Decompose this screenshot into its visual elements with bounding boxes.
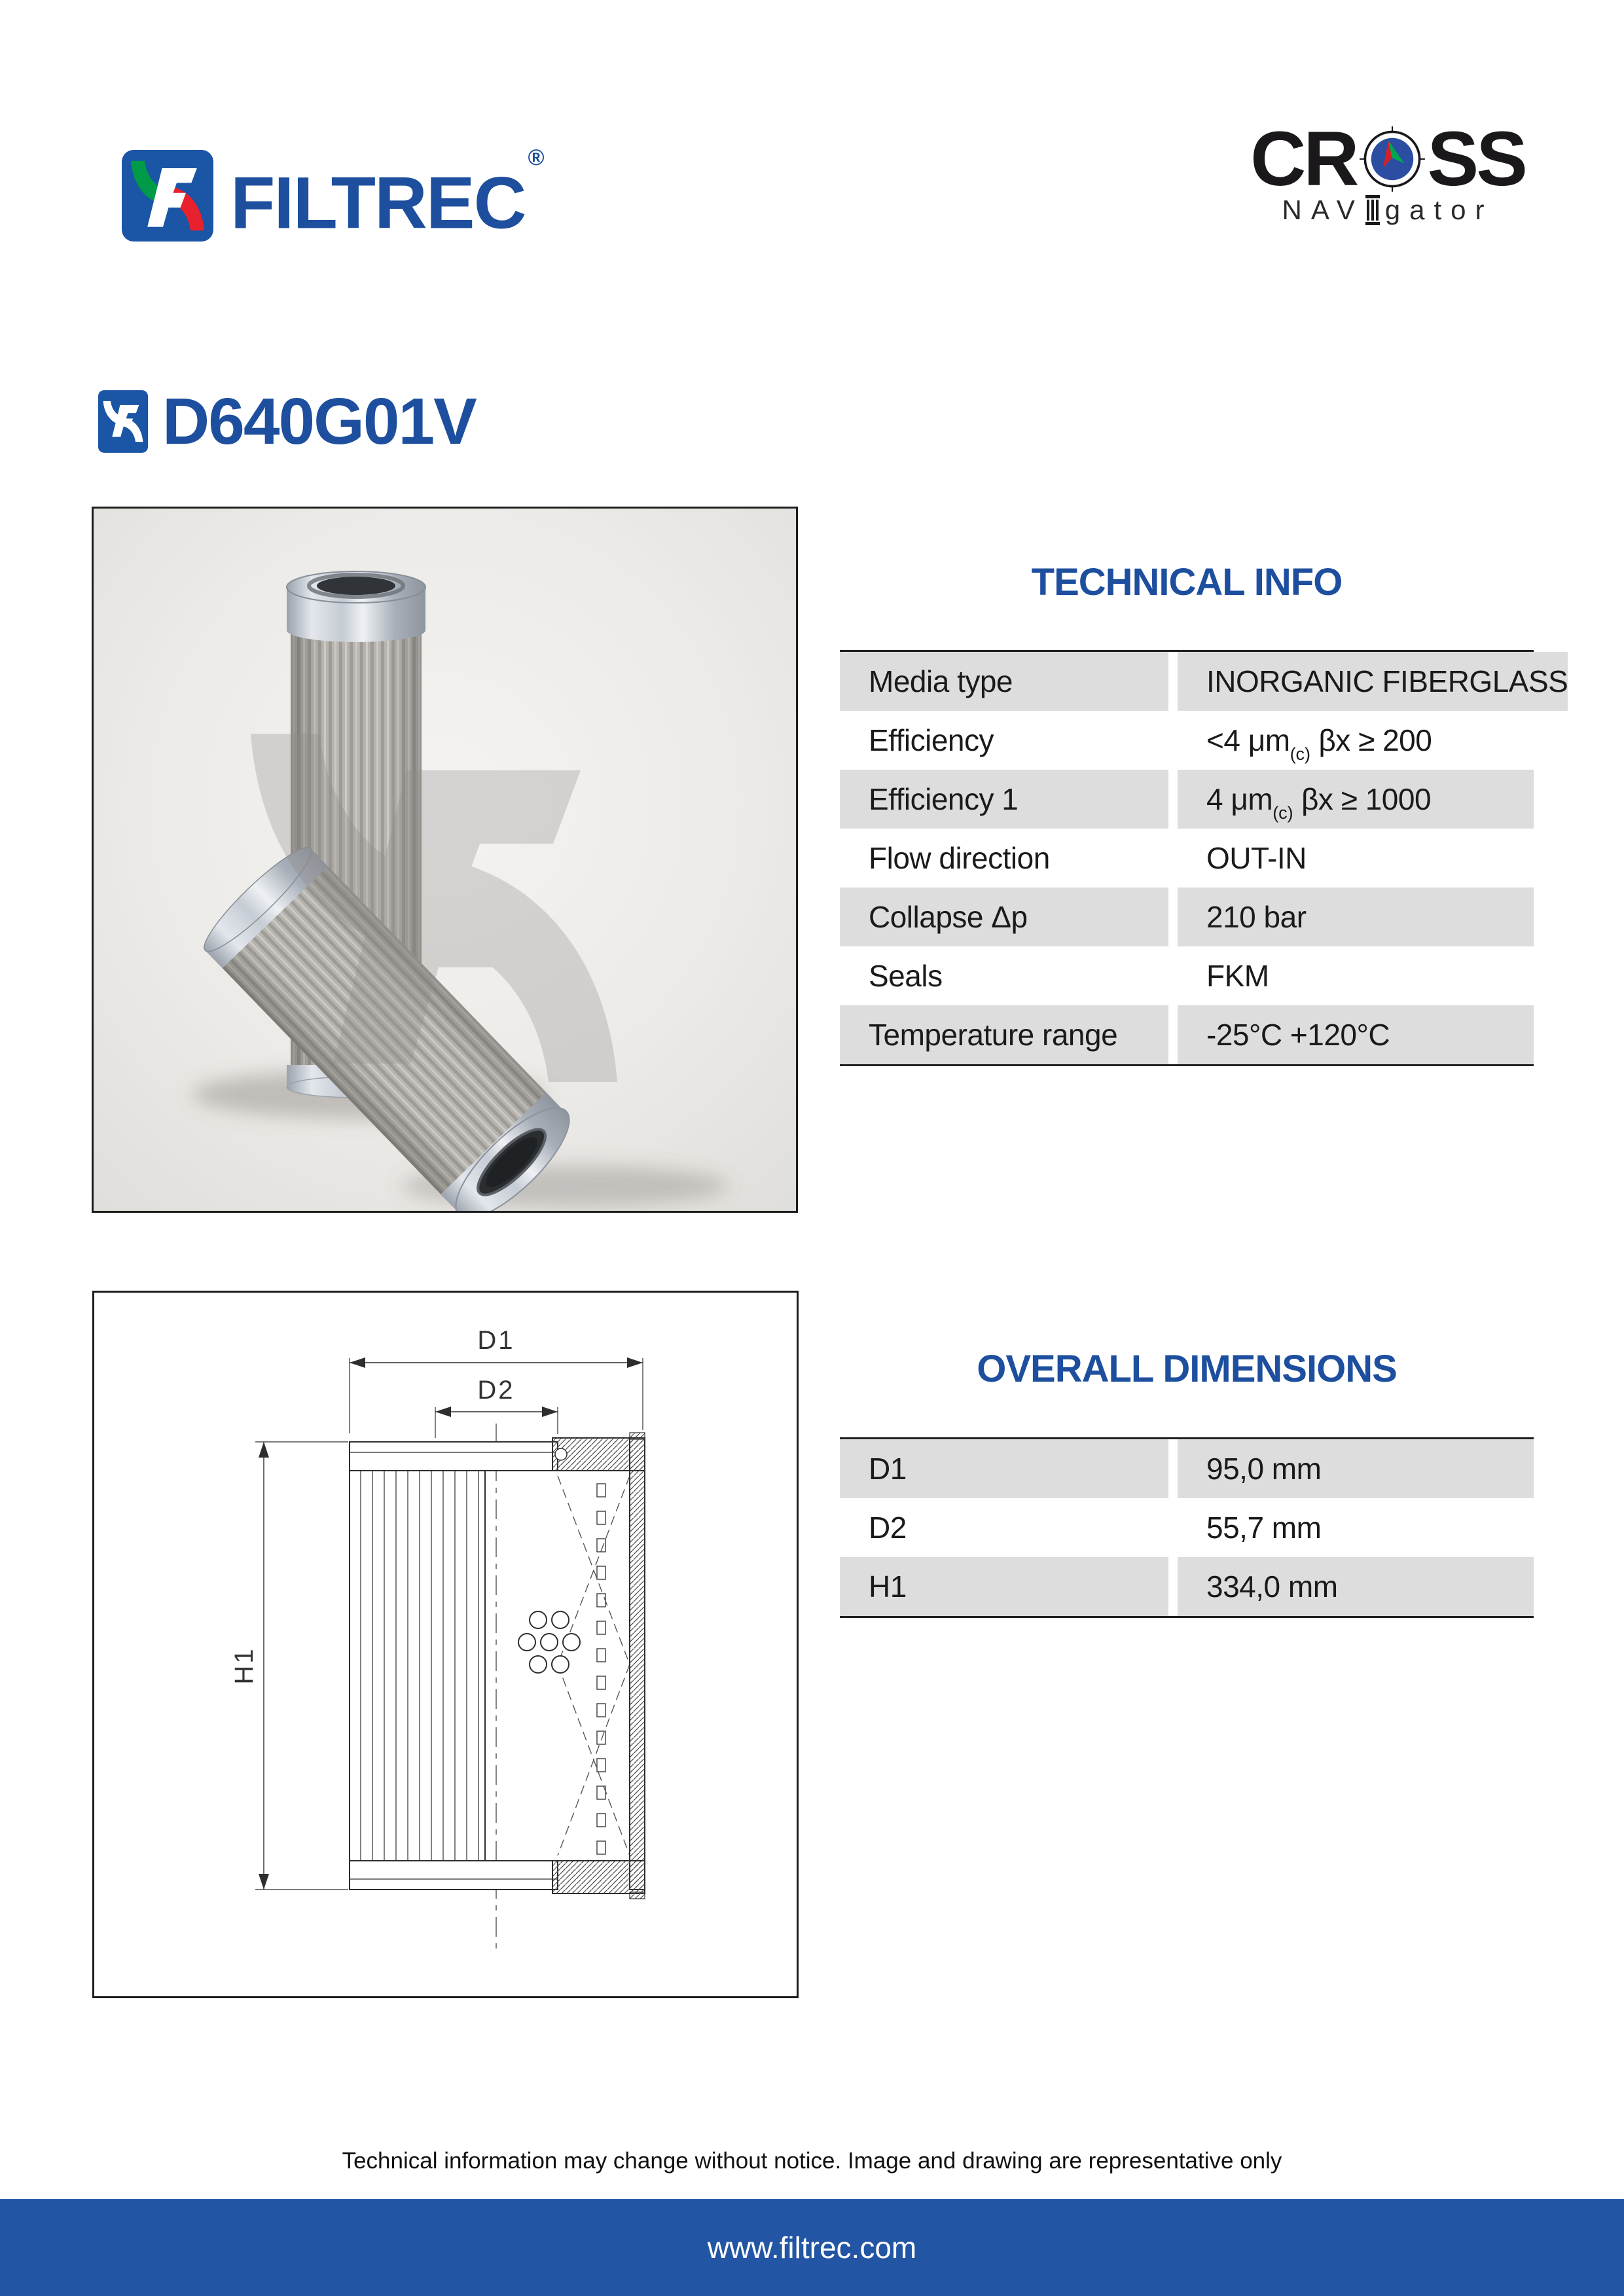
- spec-value: [1178, 888, 1534, 946]
- cross-ss-text: SS: [1427, 116, 1525, 202]
- spec-value-text-post: βx ≥ 1000: [1293, 782, 1432, 816]
- product-photo-box: [92, 507, 798, 1213]
- footer-bar: [0, 2199, 1624, 2296]
- table-row: [840, 1557, 1534, 1616]
- spec-label: Flow direction: [869, 841, 1050, 875]
- overall-dimensions-title: OVERALL DIMENSIONS: [977, 1348, 1397, 1390]
- dim-label-d2: D2: [477, 1376, 515, 1405]
- spec-value: [1178, 946, 1534, 1005]
- spec-value: [1178, 770, 1534, 829]
- table-row: [840, 711, 1534, 770]
- table-row: [840, 652, 1568, 711]
- product-title-row: [98, 387, 476, 456]
- cross-navigator-logo: [1247, 116, 1528, 226]
- technical-drawing-box: [92, 1291, 799, 1998]
- website-link[interactable]: www.filtrec.com: [707, 2231, 917, 2265]
- spec-label: Efficiency: [869, 723, 994, 757]
- gator-text: gator: [1384, 194, 1494, 225]
- table-row: [840, 946, 1534, 1005]
- brand-name: [230, 145, 543, 243]
- dimension-label: H1: [840, 1557, 1168, 1616]
- compass-icon: [1358, 125, 1426, 193]
- spec-value-text: 4 μm: [1206, 782, 1273, 816]
- spec-value: [1178, 1005, 1534, 1064]
- spec-value: [1178, 711, 1534, 770]
- table-row: [840, 888, 1534, 946]
- spec-label: Efficiency 1: [840, 770, 1168, 829]
- cross-cr-text: CR: [1250, 116, 1357, 202]
- spec-value-subscript: (c): [1290, 744, 1311, 764]
- dimension-value: 95,0 mm: [1178, 1439, 1534, 1498]
- table-row: [840, 770, 1534, 829]
- table-row: [840, 1005, 1534, 1064]
- spec-label: Media type: [840, 652, 1168, 711]
- spec-label: Seals: [869, 959, 943, 993]
- technical-info-title: TECHNICAL INFO: [1031, 561, 1343, 603]
- brand-text: FILTREC: [230, 162, 526, 243]
- filtrec-mark-icon: [98, 389, 148, 454]
- table-row: [840, 1498, 1534, 1557]
- dimension-label: D2: [869, 1511, 907, 1545]
- spec-label: Collapse Δp: [840, 888, 1168, 946]
- product-code: D640G01V: [162, 385, 476, 458]
- spec-label: Temperature range: [840, 1005, 1168, 1064]
- column-icon: [1365, 195, 1380, 225]
- dimension-value: 55,7 mm: [1206, 1511, 1322, 1545]
- technical-drawing: [94, 1293, 797, 1996]
- product-photo: [94, 509, 796, 1211]
- table-row: [840, 1439, 1534, 1498]
- dimension-value: 334,0 mm: [1178, 1557, 1534, 1616]
- spec-value-text: OUT-IN: [1206, 841, 1307, 875]
- spec-value: [1178, 652, 1568, 711]
- dim-label-d1: D1: [477, 1326, 515, 1355]
- spec-value-text: 210 bar: [1206, 900, 1307, 934]
- spec-value-text: INORGANIC FIBERGLASS: [1206, 664, 1568, 698]
- filtrec-logo: [122, 145, 543, 243]
- spec-value-text-post: βx ≥ 200: [1310, 723, 1432, 757]
- dimension-label: D1: [840, 1439, 1168, 1498]
- filtrec-logo-icon: [122, 150, 213, 242]
- footer-disclaimer: Technical information may change without notice. Image and drawing are representative only: [342, 2148, 1282, 2174]
- spec-value-text: FKM: [1206, 959, 1269, 993]
- cross-word: [1250, 116, 1525, 202]
- dim-label-h1: H1: [230, 1647, 259, 1685]
- overall-dimensions-table: [840, 1437, 1534, 1618]
- spec-value-subscript: (c): [1272, 803, 1293, 823]
- spec-value-text: -25°C +120°C: [1206, 1018, 1390, 1052]
- navigator-word: [1282, 194, 1494, 226]
- table-row: [840, 829, 1534, 888]
- technical-info-table: [840, 650, 1568, 1066]
- nav-text: NAV: [1282, 194, 1364, 225]
- registered-mark: ®: [528, 145, 543, 170]
- spec-value-text: <4 μm: [1206, 723, 1290, 757]
- spec-value: [1178, 829, 1534, 888]
